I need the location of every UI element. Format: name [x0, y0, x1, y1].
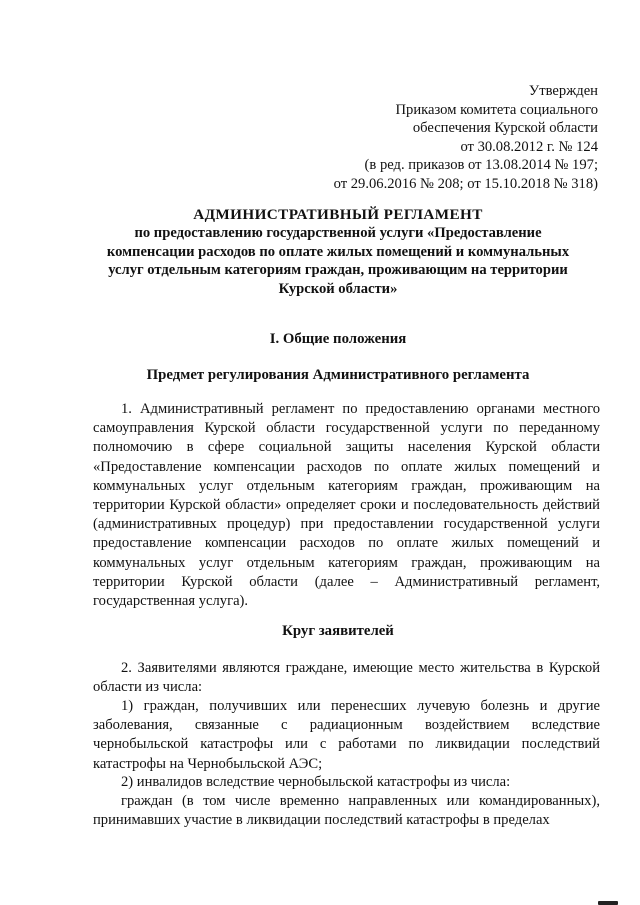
title-line: по предоставлению государственной услуги «Предоставление — [134, 225, 542, 242]
paragraph-5: граждан (в том числе временно направленных или командированных), принимавших участие в ликвидации последствий катастрофы в пределах — [93, 793, 600, 829]
title-main: АДМИНИСТРАТИВНЫЙ РЕГЛАМЕНТ — [193, 206, 483, 223]
approval-line: от 30.08.2012 г. № 124 — [460, 138, 598, 155]
title-line: услуг отдельным категориям граждан, проживающим на территории — [108, 262, 568, 279]
approval-stamp — [334, 82, 598, 194]
section-heading-subject: Предмет регулирования Административного регламента — [146, 367, 530, 383]
paragraph-1: 1. Административный регламент по предоставлению органами местного самоуправления Курской области государственной услуги по переданному полномочию в сфере социальной защиты населения Курской области «Предоставление компенсации расходов по оплате жилых помещений и коммунальных услуг отдельным категориям граждан, проживающим на территории Курской области» определяет сроки и последовательность действий (административных процедур) при предоставлении государственной услуги предоставление компенсации расходов по оплате жилых помещений и коммунальных услуг отдельным категориям граждан, проживающим на территории Курской области (далее – Административный регламент, государственная услуга). — [93, 401, 600, 610]
document-title — [84, 206, 592, 298]
title-line: компенсации расходов по оплате жилых помещений и коммунальных — [106, 243, 570, 260]
approval-line: (в ред. приказов от 13.08.2014 № 197; — [364, 157, 598, 174]
section-heading-applicants: Круг заявителей — [282, 623, 394, 639]
approval-line: от 29.06.2016 № 208; от 15.10.2018 № 318) — [333, 175, 598, 192]
approval-line: Приказом комитета социального — [395, 101, 598, 118]
paragraph-4: 2) инвалидов вследствие чернобыльской катастрофы из числа: — [121, 774, 511, 790]
approval-line: Утвержден — [528, 83, 598, 99]
paragraph-3: 1) граждан, получивших или перенесших лучевую болезнь и другие заболевания, связанные с радиационным воздействием вследствие чернобыльской катастрофы или с работами по ликвидации последствий катастрофы на Чернобыльской АЭС; — [93, 698, 600, 772]
scan-mark — [598, 901, 618, 905]
title-line: Курской области» — [278, 280, 398, 297]
section-heading-general: I. Общие положения — [269, 331, 407, 347]
approval-line: обеспечения Курской области — [412, 120, 598, 137]
paragraph-2: 2. Заявителями являются граждане, имеющие место жительства в Курской области из числа: — [93, 660, 600, 696]
